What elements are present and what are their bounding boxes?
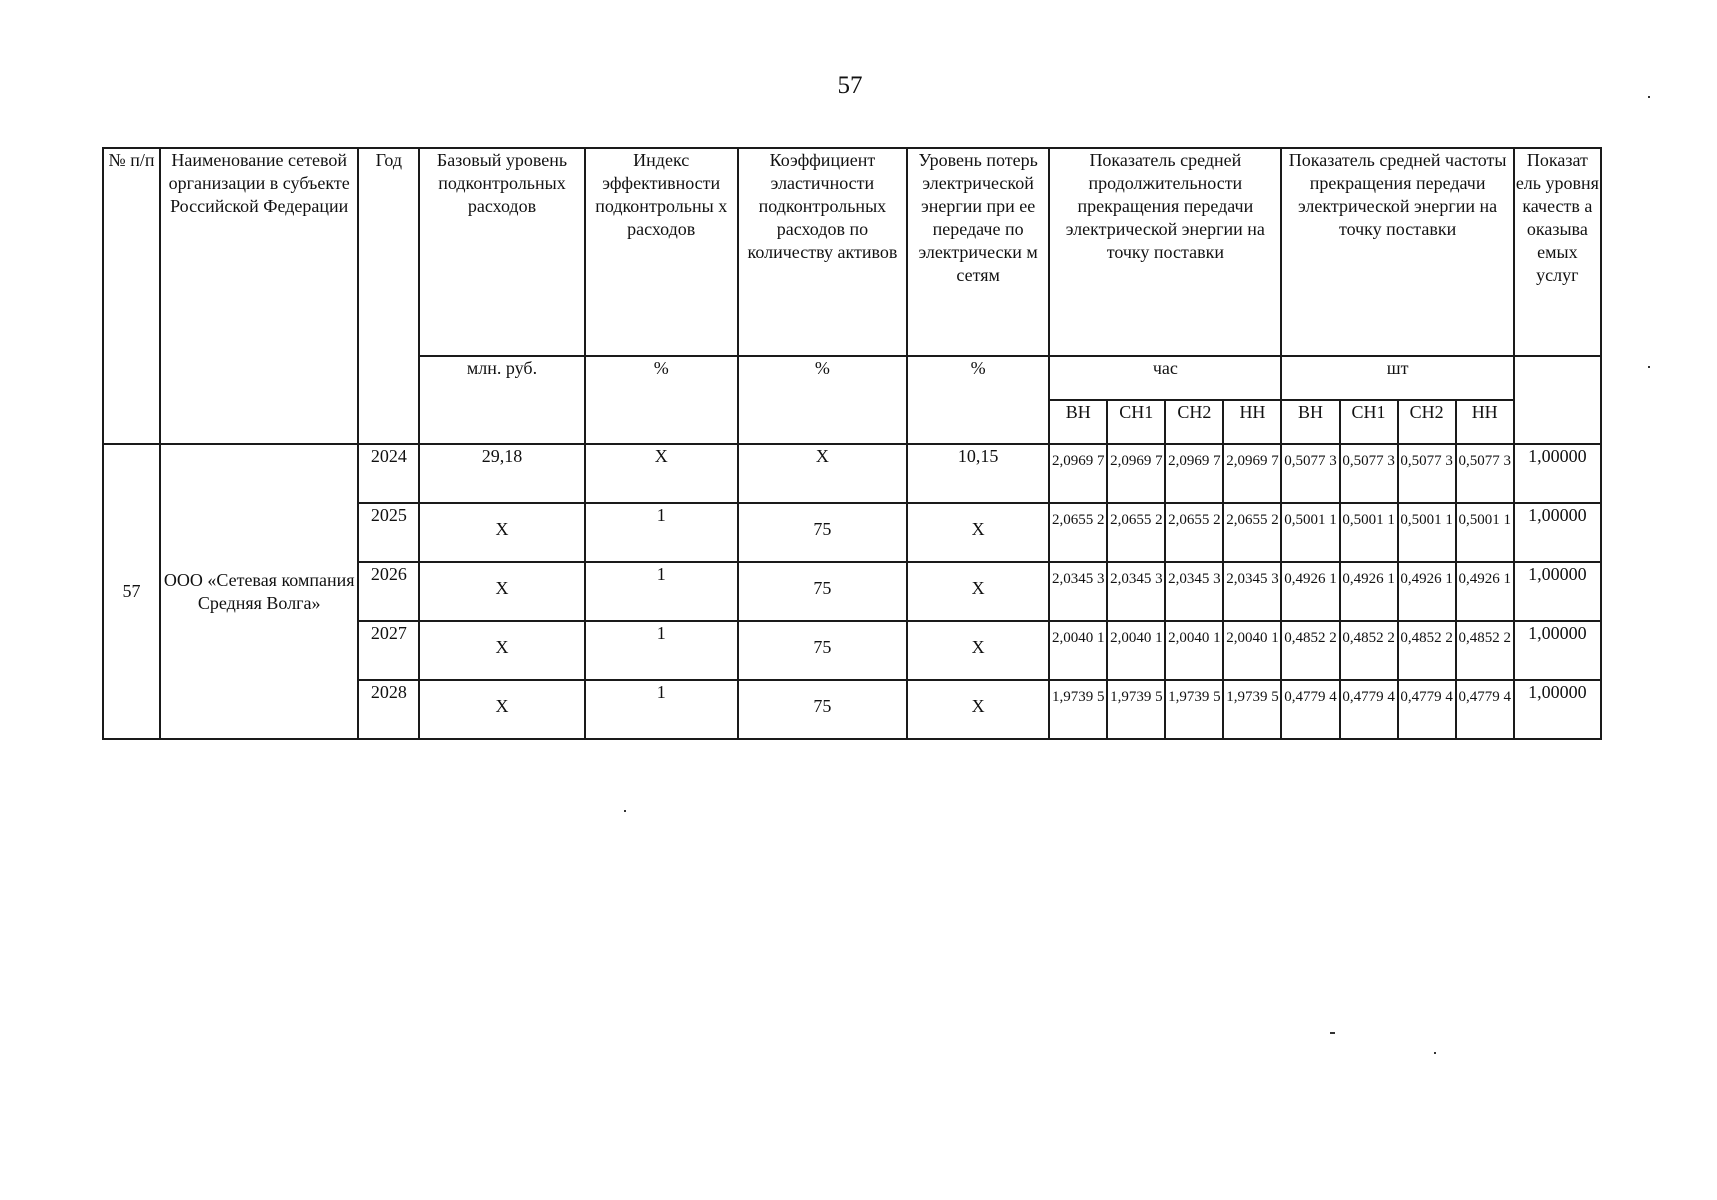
frequency-nn: 0,4852 2	[1456, 621, 1514, 680]
row-quality: 1,00000	[1514, 444, 1601, 503]
row-year: 2024	[358, 444, 419, 503]
row-base: X	[419, 562, 584, 621]
unit-index: %	[585, 356, 738, 444]
header-num: № п/п	[103, 148, 160, 444]
duration-sn2: 1,9739 5	[1165, 680, 1223, 739]
sublevel-frequency-sn1: СН1	[1340, 400, 1398, 444]
organization-name: ООО «Сетевая компания Средняя Волга»	[160, 444, 358, 739]
duration-nn: 2,0655 2	[1223, 503, 1281, 562]
frequency-sn2: 0,4779 4	[1398, 680, 1456, 739]
row-index: X	[585, 444, 738, 503]
header-base: Базовый уровень подконтрольных расходов	[419, 148, 584, 356]
row-index: 1	[585, 562, 738, 621]
row-coef: 75	[738, 562, 907, 621]
frequency-sn2: 0,4926 1	[1398, 562, 1456, 621]
row-year: 2025	[358, 503, 419, 562]
unit-loss: %	[907, 356, 1049, 444]
row-quality: 1,00000	[1514, 680, 1601, 739]
duration-nn: 2,0345 3	[1223, 562, 1281, 621]
frequency-vn: 0,5077 3	[1281, 444, 1339, 503]
duration-sn1: 2,0345 3	[1107, 562, 1165, 621]
header-row	[103, 148, 1601, 356]
unit-quality	[1514, 356, 1601, 444]
row-quality: 1,00000	[1514, 503, 1601, 562]
duration-nn: 2,0969 7	[1223, 444, 1281, 503]
frequency-sn2: 0,5001 1	[1398, 503, 1456, 562]
duration-sn2: 2,0040 1	[1165, 621, 1223, 680]
tariff-table	[102, 147, 1602, 740]
duration-sn1: 2,0655 2	[1107, 503, 1165, 562]
row-quality: 1,00000	[1514, 621, 1601, 680]
frequency-nn: 0,5001 1	[1456, 503, 1514, 562]
duration-sn2: 2,0655 2	[1165, 503, 1223, 562]
row-index: 1	[585, 680, 738, 739]
table-row	[103, 444, 1601, 503]
scan-speck	[1648, 96, 1650, 98]
row-coef: 75	[738, 621, 907, 680]
frequency-vn: 0,4926 1	[1281, 562, 1339, 621]
header-org: Наименование сетевой организации в субъекте Российской Федерации	[160, 148, 358, 444]
frequency-nn: 0,4926 1	[1456, 562, 1514, 621]
header-duration: Показатель средней продолжительности прекращения передачи электрической энергии на точку поставки	[1049, 148, 1281, 356]
header-index: Индекс эффективности подконтрольны х расходов	[585, 148, 738, 356]
page-number: 57	[837, 72, 863, 99]
duration-sn1: 2,0040 1	[1107, 621, 1165, 680]
unit-coef: %	[738, 356, 907, 444]
row-index: 1	[585, 621, 738, 680]
frequency-sn1: 0,5001 1	[1340, 503, 1398, 562]
duration-sn2: 2,0345 3	[1165, 562, 1223, 621]
duration-vn: 2,0345 3	[1049, 562, 1107, 621]
row-base: X	[419, 680, 584, 739]
frequency-nn: 0,5077 3	[1456, 444, 1514, 503]
duration-nn: 2,0040 1	[1223, 621, 1281, 680]
header-year: Год	[358, 148, 419, 444]
frequency-vn: 0,4779 4	[1281, 680, 1339, 739]
duration-sn1: 2,0969 7	[1107, 444, 1165, 503]
row-coef: 75	[738, 680, 907, 739]
row-year: 2028	[358, 680, 419, 739]
unit-frequency: шт	[1281, 356, 1513, 400]
header-loss: Уровень потерь электрической энергии при ее передаче по электрически м сетям	[907, 148, 1049, 356]
row-loss: X	[907, 562, 1049, 621]
frequency-vn: 0,4852 2	[1281, 621, 1339, 680]
row-loss: X	[907, 503, 1049, 562]
duration-sn2: 2,0969 7	[1165, 444, 1223, 503]
row-year: 2026	[358, 562, 419, 621]
duration-nn: 1,9739 5	[1223, 680, 1281, 739]
row-loss: 10,15	[907, 444, 1049, 503]
header-quality: Показат ель уровня качеств а оказыва емых услуг	[1514, 148, 1601, 356]
header-coef: Коэффициент эластичности подконтрольных расходов по количеству активов	[738, 148, 907, 356]
sublevel-duration-nn: НН	[1223, 400, 1281, 444]
scan-speck	[1330, 1032, 1335, 1034]
sublevel-duration-vn: ВН	[1049, 400, 1107, 444]
row-year: 2027	[358, 621, 419, 680]
scan-speck	[1648, 366, 1650, 368]
row-coef: 75	[738, 503, 907, 562]
row-coef: X	[738, 444, 907, 503]
row-loss: X	[907, 680, 1049, 739]
sublevel-frequency-sn2: СН2	[1398, 400, 1456, 444]
scan-speck	[624, 810, 626, 812]
row-num: 57	[103, 444, 160, 739]
unit-base: млн. руб.	[419, 356, 584, 444]
sublevel-duration-sn2: СН2	[1165, 400, 1223, 444]
duration-vn: 2,0040 1	[1049, 621, 1107, 680]
frequency-nn: 0,4779 4	[1456, 680, 1514, 739]
duration-vn: 2,0969 7	[1049, 444, 1107, 503]
row-index: 1	[585, 503, 738, 562]
header-frequency: Показатель средней частоты прекращения передачи электрической энергии на точку поставки	[1281, 148, 1513, 356]
frequency-sn2: 0,5077 3	[1398, 444, 1456, 503]
row-loss: X	[907, 621, 1049, 680]
sublevel-frequency-vn: ВН	[1281, 400, 1339, 444]
duration-vn: 2,0655 2	[1049, 503, 1107, 562]
frequency-sn1: 0,4926 1	[1340, 562, 1398, 621]
unit-duration: час	[1049, 356, 1281, 400]
frequency-sn2: 0,4852 2	[1398, 621, 1456, 680]
row-base: X	[419, 503, 584, 562]
scan-speck	[1434, 1052, 1436, 1054]
row-base: 29,18	[419, 444, 584, 503]
sublevel-duration-sn1: СН1	[1107, 400, 1165, 444]
duration-vn: 1,9739 5	[1049, 680, 1107, 739]
frequency-sn1: 0,5077 3	[1340, 444, 1398, 503]
row-quality: 1,00000	[1514, 562, 1601, 621]
sublevel-frequency-nn: НН	[1456, 400, 1514, 444]
frequency-sn1: 0,4852 2	[1340, 621, 1398, 680]
frequency-sn1: 0,4779 4	[1340, 680, 1398, 739]
duration-sn1: 1,9739 5	[1107, 680, 1165, 739]
frequency-vn: 0,5001 1	[1281, 503, 1339, 562]
row-base: X	[419, 621, 584, 680]
